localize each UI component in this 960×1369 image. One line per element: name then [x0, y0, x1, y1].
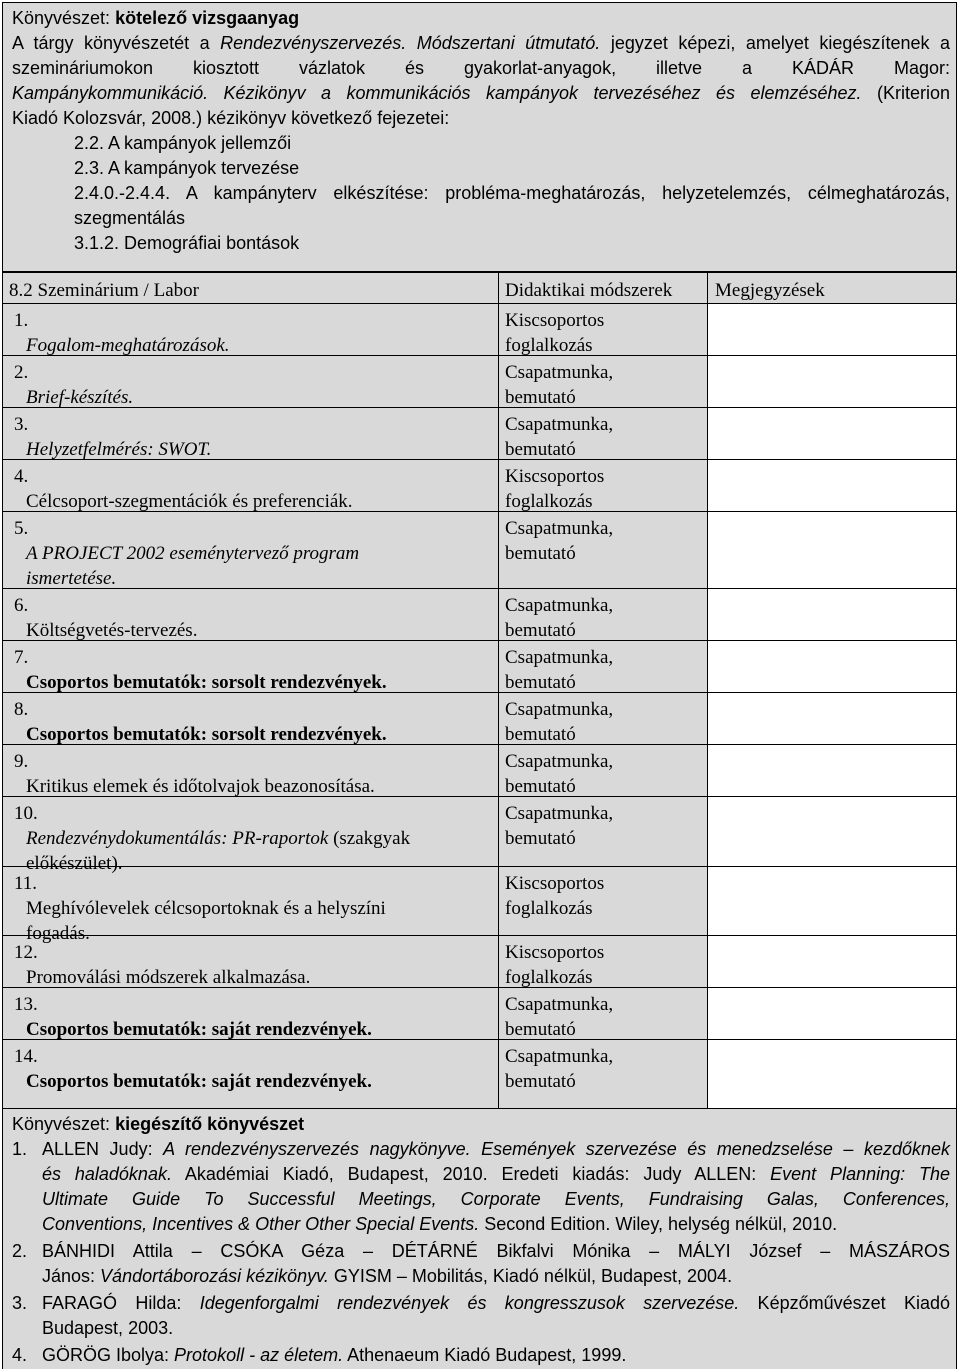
row-number: 13. [14, 994, 38, 1015]
row-topic: Csoportos bemutatók: saját rendezvények. [26, 1019, 372, 1040]
row-method: Csapatmunka, [505, 518, 614, 539]
row-number: 2. [14, 362, 29, 383]
row-topic: Kritikus elemek és időtolvajok beazonosítása. [26, 776, 375, 797]
header-notes: Megjegyzések [715, 280, 825, 301]
row-topic-continuation: előkészület). [26, 853, 123, 874]
row-topic: A PROJECT 2002 eseménytervező program [26, 543, 360, 564]
row-method: Kiscsoportos [505, 310, 605, 331]
table-row [2, 640, 957, 692]
row-method: bemutató [505, 1071, 576, 1092]
table-row [2, 588, 957, 640]
reference-item-line: Ultimate Guide To Successful Meetings, Corporate Events, Fundraising Galas, Conferences, [42, 1189, 950, 1209]
row-number: 6. [14, 595, 29, 616]
reference-item: BÁNHIDI Attila – CSÓKA Géza – DÉTÁRNÉ Bikfalvi Mónika – MÁLYI József – MÁSZÁROS [42, 1241, 950, 1261]
table-row [2, 692, 957, 744]
row-number: 7. [14, 647, 29, 668]
row-method: bemutató [505, 387, 576, 408]
chapter-item: 3.1.2. Demográfiai bontások [74, 233, 300, 253]
chapter-item: 2.4.0.-2.4.4. A kampányterv elkészítése: probléma-meghatározás, helyzetelemzés, célmeghatározás, [74, 183, 950, 203]
row-method: bemutató [505, 543, 576, 564]
row-method: Csapatmunka, [505, 803, 614, 824]
table-row [2, 744, 957, 796]
row-method: bemutató [505, 620, 576, 641]
row-number: 11. [14, 873, 38, 894]
row-method: Csapatmunka, [505, 994, 614, 1015]
row-topic: Meghívólevelek célcsoportoknak és a helyszíni [26, 898, 386, 919]
table-row [2, 355, 957, 407]
intro-line-4: Kiadó Kolozsvár, 2008.) kézikönyv következő fejezetei: [12, 108, 450, 128]
row-method: Csapatmunka, [505, 414, 614, 435]
row-topic-part: Rendezvénydokumentálás: PR-raportok [26, 828, 329, 849]
row-method: foglalkozás [505, 898, 593, 919]
row-topic [26, 826, 410, 851]
header-seminar: 8.2 Szeminárium / Labor [9, 280, 199, 301]
supplementary-bibliography-heading: Könyvészet: kiegészítő könyvészet [12, 1114, 305, 1134]
row-method: foglalkozás [505, 491, 593, 512]
reference-number: 1. [12, 1139, 28, 1159]
row-method: foglalkozás [505, 967, 593, 988]
row-topic: Célcsoport-szegmentációk és preferenciák. [26, 491, 353, 512]
row-topic: Brief-készítés. [26, 387, 134, 408]
row-number: 1. [14, 310, 29, 331]
row-number: 14. [14, 1046, 38, 1067]
intro-line-1: A tárgy könyvészetét a Rendezvényszervezés. Módszertani útmutató. jegyzet képezi, amelyet kiegészítenek a [12, 33, 950, 53]
row-method: bemutató [505, 724, 576, 745]
row-method: Kiscsoportos [505, 873, 605, 894]
row-topic-part: (szakgyak [328, 828, 411, 849]
intro-line-3: Kampánykommunikáció. Kézikönyv a kommunikációs kampányok tervezéséhez és elemzéséhez. (Kriterion [12, 83, 950, 103]
reference-number: 3. [12, 1293, 28, 1313]
row-topic-continuation: fogadás. [26, 923, 90, 944]
row-method: bemutató [505, 672, 576, 693]
row-method: foglalkozás [505, 335, 593, 356]
chapter-item-continuation: szegmentálás [74, 208, 186, 228]
reference-item-line: Conventions, Incentives & Other Other Special Events. Second Edition. Wiley, helység nélkül, 2010. [42, 1214, 838, 1234]
table-row [2, 407, 957, 459]
row-number: 10. [14, 803, 38, 824]
row-topic: Csoportos bemutatók: sorsolt rendezvények. [26, 672, 387, 693]
reference-number: 4. [12, 1345, 28, 1365]
row-method: Csapatmunka, [505, 751, 614, 772]
table-row [2, 303, 957, 355]
row-topic: Csoportos bemutatók: saját rendezvények. [26, 1071, 372, 1092]
row-number: 4. [14, 466, 29, 487]
row-topic: Promoválási módszerek alkalmazása. [26, 967, 311, 988]
table-row [2, 1039, 957, 1108]
row-topic: Költségvetés-tervezés. [26, 620, 198, 641]
table-border [2, 272, 957, 273]
reference-item: ALLEN Judy: A rendezvényszervezés nagykönyve. Események szervezése és menedzselése – kezdőknek [42, 1139, 950, 1159]
reference-item-line: és haladóknak. Akadémiai Kiadó, Budapest, 2010. Eredeti kiadás: Judy ALLEN: Event Planning: The [42, 1164, 951, 1184]
reference-item: GÖRÖG Ibolya: Protokoll - az életem. Athenaeum Kiadó Budapest, 1999. [42, 1345, 627, 1365]
intro-line-2: szemináriumokon kiosztott vázlatok és gyakorlat-anyagok, illetve a KÁDÁR Magor: [12, 58, 950, 78]
mandatory-bibliography-heading: Könyvészet: kötelező vizsgaanyag [12, 8, 300, 28]
row-method: Csapatmunka, [505, 595, 614, 616]
reference-item-line: János: Vándortáborozási kézikönyv. GYISM – Mobilitás, Kiadó nélkül, Budapest, 2004. [42, 1266, 733, 1286]
row-method: bemutató [505, 1019, 576, 1040]
reference-number: 2. [12, 1241, 28, 1261]
table-row [2, 511, 957, 588]
table-row [2, 459, 957, 511]
row-number: 5. [14, 518, 29, 539]
row-number: 12. [14, 942, 38, 963]
row-number: 8. [14, 699, 29, 720]
row-method: Csapatmunka, [505, 699, 614, 720]
row-method: Kiscsoportos [505, 466, 605, 487]
row-method: Csapatmunka, [505, 647, 614, 668]
row-number: 3. [14, 414, 29, 435]
table-row [2, 796, 957, 874]
row-method: bemutató [505, 439, 576, 460]
row-method: Kiscsoportos [505, 942, 605, 963]
row-method: bemutató [505, 776, 576, 797]
row-topic-continuation: ismertetése. [26, 568, 117, 589]
table-row [2, 987, 957, 1039]
row-method: Csapatmunka, [505, 1046, 614, 1067]
table-row [2, 935, 957, 987]
header-methods: Didaktikai módszerek [505, 280, 673, 301]
row-method: Csapatmunka, [505, 362, 614, 383]
row-number: 9. [14, 751, 29, 772]
chapter-item: 2.3. A kampányok tervezése [74, 158, 300, 178]
row-topic: Helyzetfelmérés: SWOT. [26, 439, 212, 460]
row-method: bemutató [505, 828, 576, 849]
table-row [2, 866, 957, 944]
row-topic: Csoportos bemutatók: sorsolt rendezvények. [26, 724, 387, 745]
chapter-item: 2.2. A kampányok jellemzői [74, 133, 292, 153]
row-topic: Fogalom-meghatározások. [26, 335, 230, 356]
reference-item: FARAGÓ Hilda: Idegenforgalmi rendezvények és kongresszusok szervezése. Képzőművészet Kiadó [42, 1293, 950, 1313]
reference-item-line: Budapest, 2003. [42, 1318, 174, 1338]
